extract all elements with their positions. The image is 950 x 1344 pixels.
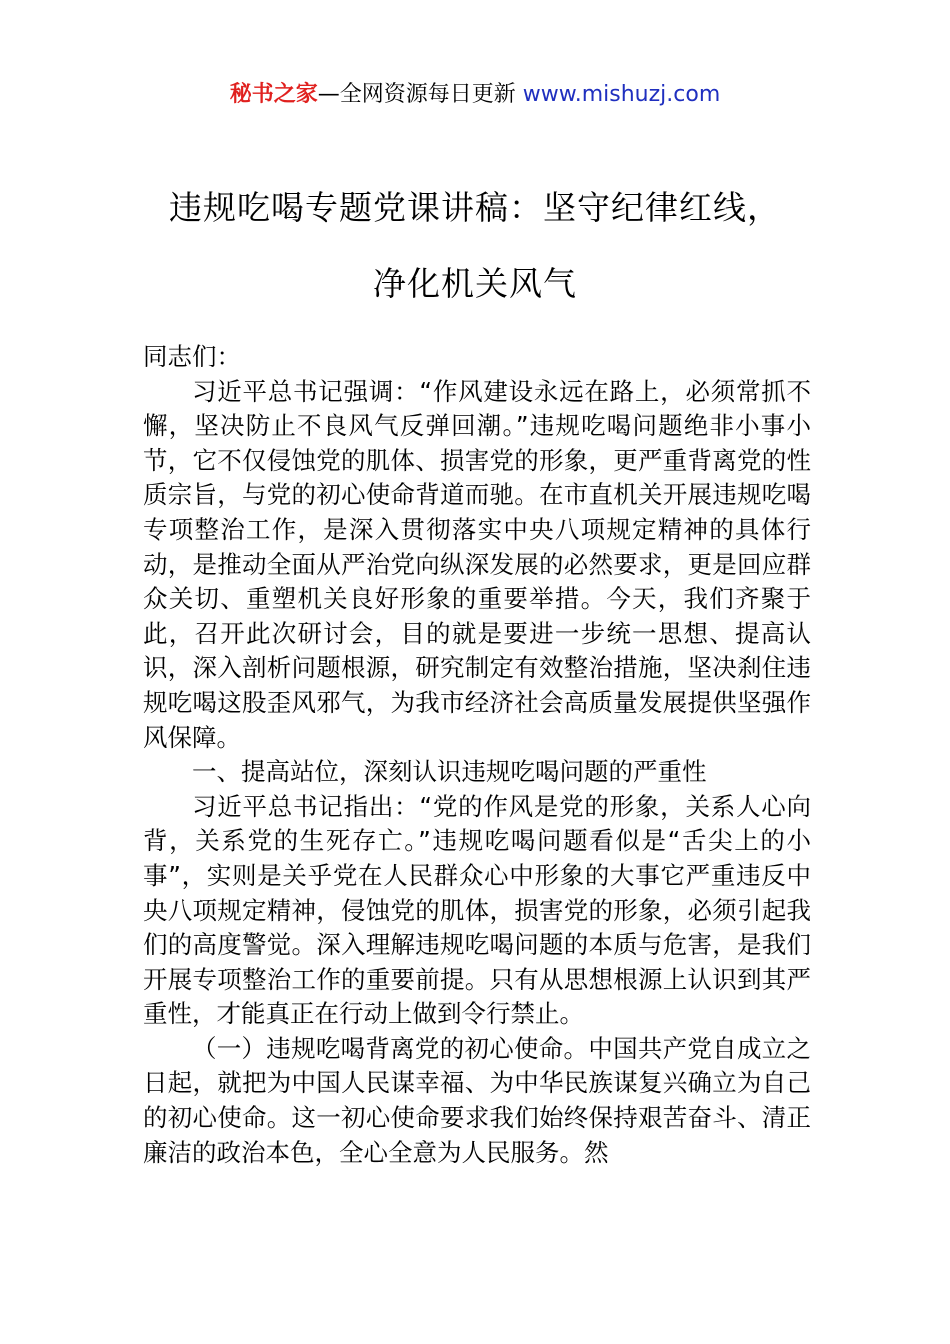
site-header <box>0 78 950 112</box>
site-tagline: —全网资源每日更新 <box>317 82 516 107</box>
salutation: 同志们： <box>143 342 241 371</box>
site-brand: 秘书之家 <box>229 82 318 107</box>
site-url-link[interactable]: www.mishuzj.com <box>522 82 721 107</box>
subsection-paragraph-1: （一）违规吃喝背离党的初心使命。中国共产党自成立之日起，就把为中国人民谋幸福、为中华民族谋复兴确立为自己的初心使命。这一初心使命要求我们始终保持艰苦奋斗、清正廉洁的政治本色，全心全意为人民服务。然 <box>143 1033 811 1167</box>
document-title <box>120 170 830 322</box>
intro-paragraph: 习近平总书记强调：“作风建设永远在路上，必须常抓不懈，坚决防止不良风气反弹回潮。”违规吃喝问题绝非小事小节，它不仅侵蚀党的肌体、损害党的形象，更严重背离党的性质宗旨，与党的初心使命背道而驰。在市直机关开展违规吃喝专项整治工作，是深入贯彻落实中央八项规定精神的具体行动，是推动全面从严治党向纵深发展的必然要求，更是回应群众关切、重塑机关良好形象的重要举措。今天，我们齐聚于此，召开此次研讨会，目的就是要进一步统一思想、提高认识，深入剖析问题根源，研究制定有效整治措施，坚决刹住违规吃喝这股歪风邪气，为我市经济社会高质量发展提供坚强作风保障。 <box>143 376 811 752</box>
document-body <box>143 340 811 1170</box>
document-title-line-1: 违规吃喝专题党课讲稿：坚守纪律红线， <box>169 188 781 227</box>
document-title-line-2: 净化机关风气 <box>373 264 577 303</box>
section-paragraph-1: 习近平总书记指出：“党的作风是党的形象，关系人心向背，关系党的生死存亡。”违规吃喝问题看似是“舌尖上的小事”，实则是关乎党在人民群众心中形象的大事它严重违反中央八项规定精神，侵蚀党的肌体，损害党的形象，必须引起我们的高度警觉。深入理解违规吃喝问题的本质与危害，是我们开展专项整治工作的重要前提。只有从思想根源上认识到其严重性，才能真正在行动上做到令行禁止。 <box>143 791 811 1029</box>
section-heading-1: 一、提高站位，深刻认识违规吃喝问题的严重性 <box>192 757 707 787</box>
